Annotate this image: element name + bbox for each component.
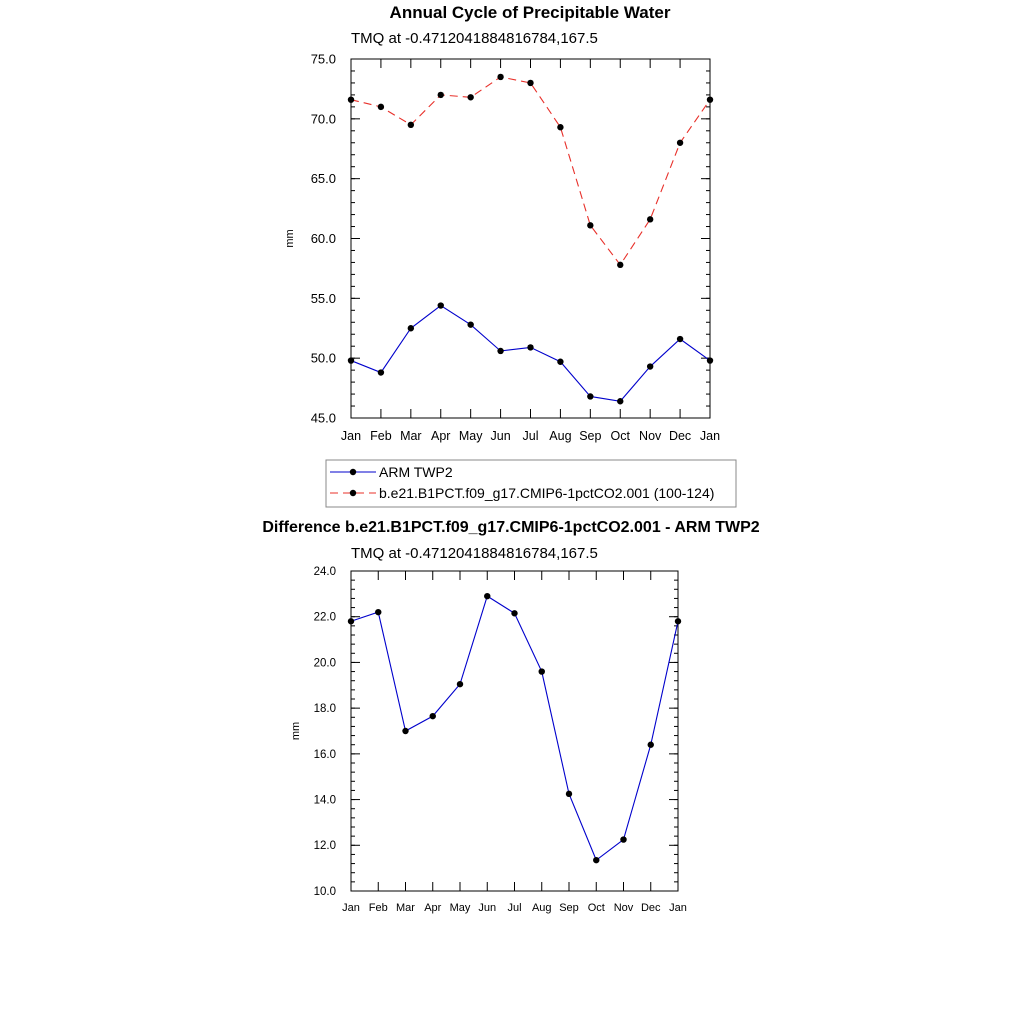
- chart2-x-tick-label: Jan: [669, 902, 687, 914]
- chart1-series-2-line: [351, 77, 710, 265]
- chart1-series-1-point: [617, 398, 623, 404]
- chart1-series-2-point: [467, 94, 473, 100]
- chart1-y-tick-label: 70.0: [310, 111, 336, 127]
- chart1-series-1-point: [557, 359, 563, 365]
- chart2-series-1-point: [648, 742, 654, 748]
- chart2-x-tick-label: Jul: [507, 902, 522, 914]
- chart1-x-tick-label: Jan: [699, 429, 721, 443]
- chart1-series-2-point: [707, 96, 713, 102]
- chart2-y-tick-label: 10.0: [313, 885, 336, 898]
- chart2-y-tick-label: 22.0: [313, 611, 336, 624]
- chart1-series-1-point: [677, 336, 683, 342]
- chart1-series-2-point: [557, 124, 563, 130]
- chart2-x-tick-label: Sep: [559, 902, 579, 914]
- chart2-x-tick-label: Jan: [342, 902, 360, 914]
- chart1-frame: [351, 59, 710, 418]
- chart1-y-axis-label: mm: [284, 229, 296, 248]
- legend-label-2: b.e21.B1PCT.f09_g17.CMIP6-1pctCO2.001 (100-124): [379, 485, 715, 501]
- chart2-x-tick-label: Nov: [613, 902, 634, 914]
- chart2-title: Difference b.e21.B1PCT.f09_g17.CMIP6-1pctCO2.001 - ARM TWP2: [262, 519, 760, 536]
- chart1-series-2-point: [378, 104, 384, 110]
- chart1-y-tick-label: 75.0: [310, 51, 336, 67]
- chart1-series-1-point: [408, 325, 414, 331]
- chart1-y-tick-label: 65.0: [310, 171, 336, 187]
- chart1-series-2-point: [677, 140, 683, 146]
- chart1-series-1-line: [351, 306, 710, 402]
- chart1-x-tick-label: Jun: [490, 429, 511, 443]
- chart2-series-1-point: [511, 610, 517, 616]
- chart2-y-tick-label: 16.0: [313, 748, 336, 761]
- chart2-y-tick-label: 14.0: [313, 794, 336, 807]
- chart1-series-2-point: [587, 222, 593, 228]
- chart1-series-1-point: [647, 363, 653, 369]
- chart1-series-2-point: [527, 80, 533, 86]
- chart1-y-tick-label: 60.0: [310, 231, 336, 246]
- chart1-x-tick-label: Oct: [610, 429, 630, 443]
- chart1-series-2-point: [647, 216, 653, 222]
- chart2-series-1-line: [351, 596, 678, 860]
- legend-marker-1: [350, 469, 356, 475]
- chart1-y-tick-label: 45.0: [310, 410, 336, 426]
- chart1-x-tick-label: Feb: [370, 429, 392, 443]
- legend-label-1: ARM TWP2: [379, 464, 453, 480]
- chart2-x-tick-label: Mar: [396, 902, 415, 914]
- chart1-x-tick-label: Apr: [431, 429, 451, 443]
- chart2-series-1-point: [484, 593, 490, 599]
- chart2-x-tick-label: May: [449, 902, 471, 914]
- chart1-series-1-point: [587, 393, 593, 399]
- chart1-x-tick-label: Jul: [522, 429, 539, 443]
- chart1-y-tick-label: 55.0: [310, 290, 336, 306]
- chart2-y-tick-label: 12.0: [313, 840, 336, 853]
- chart1-series-1-point: [497, 348, 503, 354]
- legend-marker-2: [350, 490, 356, 496]
- chart1-title: Annual Cycle of Precipitable Water: [389, 3, 671, 22]
- chart1-x-tick-label: Mar: [400, 429, 422, 443]
- chart2-subtitle: TMQ at -0.4712041884816784,167.5: [351, 545, 598, 562]
- chart2-series-1-point: [675, 618, 681, 624]
- chart2-series-1-point: [539, 668, 545, 674]
- chart2-series-1-point: [593, 857, 599, 863]
- chart1-x-tick-label: Nov: [639, 429, 662, 443]
- chart2-series-1-point: [402, 728, 408, 734]
- chart2-frame: [351, 571, 678, 891]
- chart1-series-1-point: [527, 344, 533, 350]
- chart2-x-tick-label: Oct: [587, 902, 605, 914]
- chart1-x-tick-label: Sep: [579, 429, 602, 443]
- chart1-x-tick-label: Jan: [340, 429, 362, 443]
- chart1-series-1-point: [707, 357, 713, 363]
- chart2-x-tick-label: Feb: [368, 902, 388, 914]
- chart2-y-tick-label: 24.0: [313, 565, 336, 578]
- chart1-series-1-point: [348, 357, 354, 363]
- chart1-y-tick-label: 50.0: [310, 350, 336, 366]
- chart1-x-tick-label: Dec: [668, 429, 692, 443]
- chart1-x-tick-label: Aug: [549, 429, 572, 443]
- chart2-y-tick-label: 18.0: [313, 703, 336, 716]
- chart1-series-2-point: [438, 92, 444, 98]
- chart1-series-1-point: [467, 321, 473, 327]
- chart2-x-tick-label: Dec: [640, 902, 661, 914]
- chart1-series-2-point: [497, 74, 503, 80]
- chart2-x-tick-label: Apr: [424, 902, 442, 914]
- chart2-series-1-point: [620, 836, 626, 842]
- chart2-y-axis-label: mm: [290, 721, 302, 741]
- chart1-series-2-point: [408, 122, 414, 128]
- chart1-x-tick-label: May: [458, 429, 483, 443]
- chart1-subtitle: TMQ at -0.4712041884816784,167.5: [351, 30, 598, 47]
- chart2-y-tick-label: 20.0: [313, 657, 336, 670]
- chart2-series-1-point: [457, 681, 463, 687]
- chart2-x-tick-label: Aug: [531, 902, 552, 914]
- chart2-series-1-point: [348, 618, 354, 624]
- chart1-series-2-point: [617, 262, 623, 268]
- chart2-series-1-point: [430, 713, 436, 719]
- chart2-series-1-point: [375, 609, 381, 615]
- chart2-series-1-point: [566, 791, 572, 797]
- chart1-series-2-point: [348, 96, 354, 102]
- chart1-series-1-point: [438, 302, 444, 308]
- chart1-series-1-point: [378, 369, 384, 375]
- chart2-x-tick-label: Jun: [478, 902, 497, 914]
